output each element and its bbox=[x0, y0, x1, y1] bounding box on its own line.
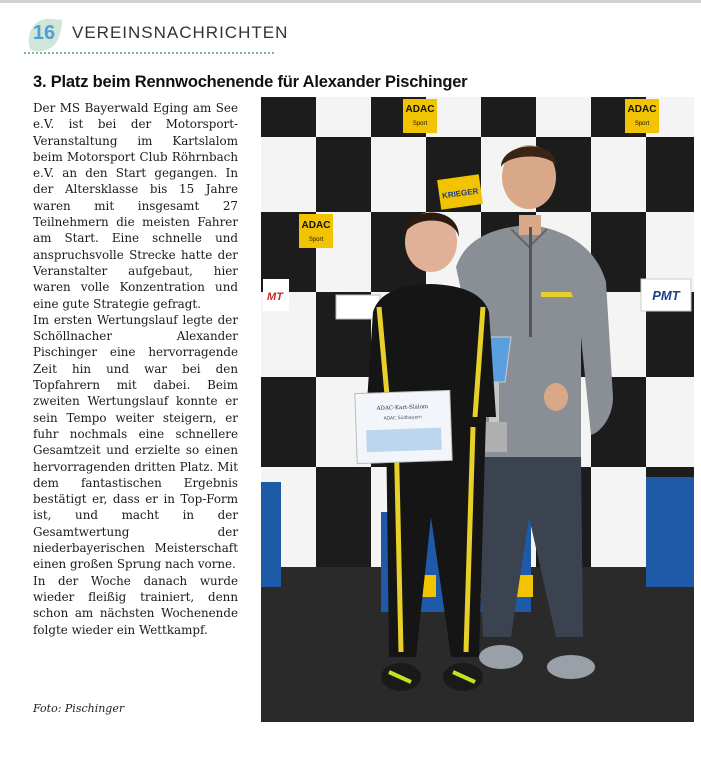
page-number: 16 bbox=[32, 22, 56, 44]
article-photo bbox=[261, 97, 694, 722]
svg-text:KRIEGER: KRIEGER bbox=[441, 186, 479, 201]
photo-credit: Foto: Pischinger bbox=[33, 702, 125, 715]
svg-text:PMT: PMT bbox=[652, 288, 680, 303]
section-divider bbox=[24, 52, 274, 54]
svg-text:Sport: Sport bbox=[634, 121, 650, 127]
adac-sign bbox=[299, 214, 333, 248]
sponsor-sticker bbox=[437, 174, 483, 210]
svg-text:ADAC: ADAC bbox=[301, 220, 331, 231]
svg-text:ADAC Südbayern: ADAC Südbayern bbox=[383, 415, 422, 422]
article-paragraph: Der MS Bayerwald Eging am See e.V. ist bei der Motorsport-Veranstaltung im Kartslalom beim Motorsport Club Röhrnbach e.V. an den Start gegangen. In der Altersklasse bis 15 Jahre waren mit insgesamt 27 Teilnehmern die meisten Fahrer am Start. Eine schnelle und anspruchsvolle Strecke hatte der Veranstalter aufgebaut, hier waren volle Konzentration und eine gute Strategie gefragt. bbox=[33, 101, 238, 311]
podium-photo-illustration bbox=[261, 97, 694, 722]
article-body bbox=[33, 100, 238, 638]
svg-text:ADAC: ADAC bbox=[627, 104, 657, 115]
certificate bbox=[355, 390, 452, 463]
article-paragraph: Im ersten Wertungslauf legte der Schöllnacher Alexander Pischinger eine hervorragende Zeit hin und war bei den Topfahrern mit dabei. Beim zweiten Wertungslauf konnte er sein Tempo weiter steigern, er fuhr nochmals eine schnellere Gesamtzeit und erzielte so einen hervorragenden dritten Platz. Mit dem fantastischen Ergebnis bestätigt er, dass er in Top-Form ist, und macht in der Gesamtwertung der niederbayerischen Meisterschaft einen großen Sprung nach vorne. bbox=[33, 312, 238, 572]
top-rule bbox=[0, 0, 701, 3]
section-title: VEREINSNACHRICHTEN bbox=[72, 23, 289, 42]
page-number-badge bbox=[24, 15, 64, 55]
pmt-sign bbox=[641, 279, 691, 311]
article-paragraph: In der Woche danach wurde wieder fleißig trainiert, denn schon am nächsten Wochenende folgte wieder ein Wettkampf. bbox=[33, 573, 238, 637]
adac-sign bbox=[403, 99, 437, 133]
svg-text:ADAC-Kart-Slalom: ADAC-Kart-Slalom bbox=[376, 404, 429, 412]
adac-sign bbox=[625, 99, 659, 133]
svg-text:Sport: Sport bbox=[308, 237, 324, 243]
pmt-sign bbox=[263, 279, 289, 311]
svg-text:ADAC: ADAC bbox=[405, 104, 435, 115]
svg-text:Sport: Sport bbox=[412, 121, 428, 127]
svg-text:MT: MT bbox=[267, 291, 283, 303]
article-headline: 3. Platz beim Rennwochenende für Alexander Pischinger bbox=[33, 73, 468, 91]
